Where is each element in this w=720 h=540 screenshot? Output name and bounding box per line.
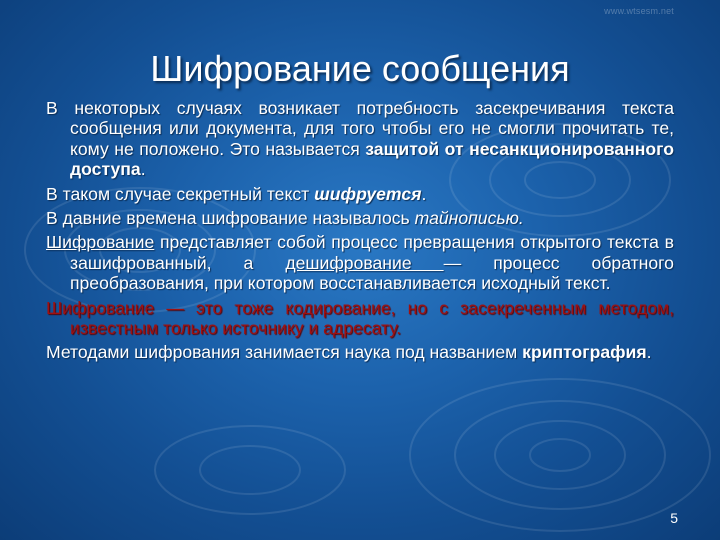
- paragraph-history: [46, 208, 674, 228]
- paragraph-text: Методами шифрования занимается наука под названием: [46, 342, 523, 363]
- paragraph-science: [46, 342, 674, 362]
- paragraph-definition: [46, 232, 674, 293]
- paragraph-text: .: [421, 183, 427, 204]
- paragraph-text: В некоторых случаях возникает потребность засекречивания текста сообщения или документа, для того чтобы его не смогли прочитать те, кому не положено. Это называется: [46, 98, 674, 159]
- slide-title: Шифрование сообщения: [150, 48, 570, 89]
- paragraph-text: В таком случае секретный текст: [46, 183, 315, 204]
- paragraph-text: представляет собой процесс превращения открытого текста в зашифрованный, а: [70, 232, 674, 273]
- link-decryption[interactable]: дешифрование: [285, 252, 444, 273]
- paragraph-protection: [46, 98, 674, 180]
- paragraph-encrypted: [46, 184, 674, 204]
- paragraph-text: — процесс обратного преобразования, при котором восстанавливается исходный текст.: [70, 252, 674, 294]
- term-cryptography: криптография: [522, 342, 647, 363]
- page-number: 5: [670, 510, 678, 526]
- paragraph-text: В давние времена шифрование называлось: [46, 208, 415, 229]
- paragraph-text: .: [646, 342, 652, 363]
- paragraph-text: .: [140, 159, 146, 180]
- term-encrypted: шифруется: [314, 183, 422, 204]
- term-unauthorized-access: защитой от несанкционированного доступа: [70, 138, 674, 180]
- link-encryption[interactable]: Шифрование: [46, 232, 155, 253]
- term-cryptography-old: тайнописью.: [414, 208, 524, 229]
- paragraph-highlight: [46, 298, 674, 339]
- slide-content: [46, 98, 674, 367]
- paragraph-text: Шифрование — это тоже кодирование, но с засекреченным методом, известным только источнику и адресату.: [46, 297, 674, 339]
- watermark: www.wtsesm.net: [604, 6, 674, 16]
